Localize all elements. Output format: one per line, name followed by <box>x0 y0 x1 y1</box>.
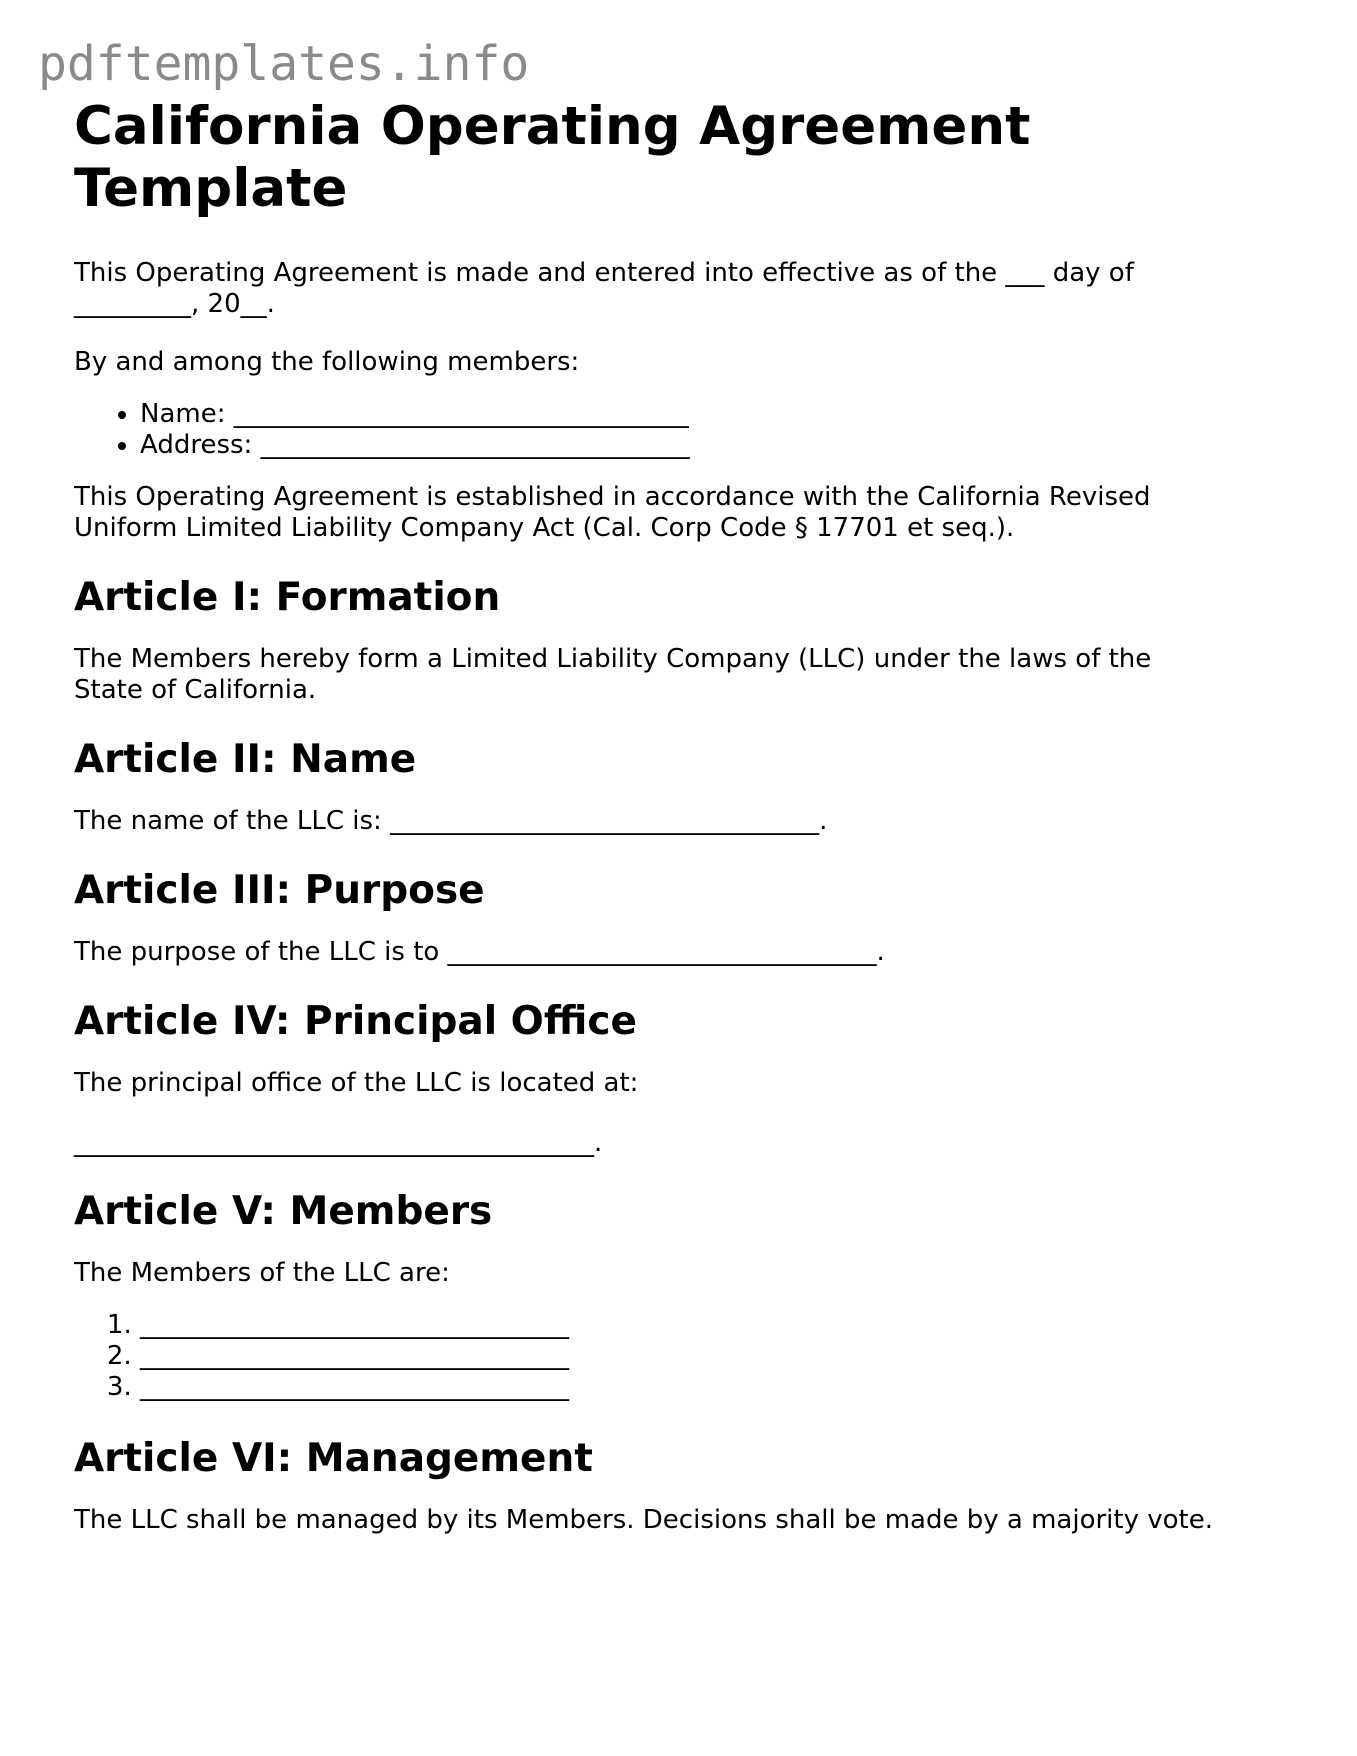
article-heading: Article IV: Principal Office <box>74 999 637 1044</box>
established-paragraph: This Operating Agreement is established in accordance with the California Revised Uniform Limited Liability Company Act (Cal. Corp Code § 17701 et seq.). <box>74 482 1151 543</box>
members-lead-paragraph: By and among the following members: <box>74 347 580 377</box>
article-heading: Article VI: Management <box>74 1436 593 1481</box>
member-address-field: Address: _________________________________ <box>140 430 690 460</box>
article-heading: Article III: Purpose <box>74 868 485 913</box>
article-text: The Members of the LLC are: <box>74 1258 450 1288</box>
member-blank: _________________________________ <box>140 1310 569 1340</box>
member-name-field: Name: ___________________________________ <box>140 399 689 429</box>
article-text: The name of the LLC is: _________________________________. <box>74 806 828 836</box>
article-text: The principal office of the LLC is located at: <box>74 1068 639 1098</box>
article-heading: Article II: Name <box>74 737 417 782</box>
list-item <box>140 1372 1274 1403</box>
list-item <box>140 430 1274 461</box>
list-item <box>140 1310 1274 1341</box>
watermark: pdftemplates.info <box>38 36 530 92</box>
list-item <box>140 399 1274 430</box>
article-heading: Article I: Formation <box>74 575 501 620</box>
article-heading: Article V: Members <box>74 1189 493 1234</box>
page-title: California Operating Agreement Template <box>74 96 1031 219</box>
member-blank: _________________________________ <box>140 1372 569 1402</box>
member-blank: _________________________________ <box>140 1341 569 1371</box>
effective-date-paragraph: This Operating Agreement is made and entered into effective as of the ___ day of _________, 20__. <box>74 258 1134 319</box>
members-list <box>74 1310 1274 1403</box>
article-text: The Members hereby form a Limited Liability Company (LLC) under the laws of the State of California. <box>74 644 1152 705</box>
article-text: The purpose of the LLC is to _________________________________. <box>74 937 885 967</box>
article-text: The LLC shall be managed by its Members. Decisions shall be made by a majority vote. <box>74 1505 1213 1535</box>
list-item <box>140 1341 1274 1372</box>
principal-office-blank: ________________________________________. <box>74 1128 603 1158</box>
member-fields-list <box>74 399 1274 461</box>
document-page <box>74 96 1274 1536</box>
